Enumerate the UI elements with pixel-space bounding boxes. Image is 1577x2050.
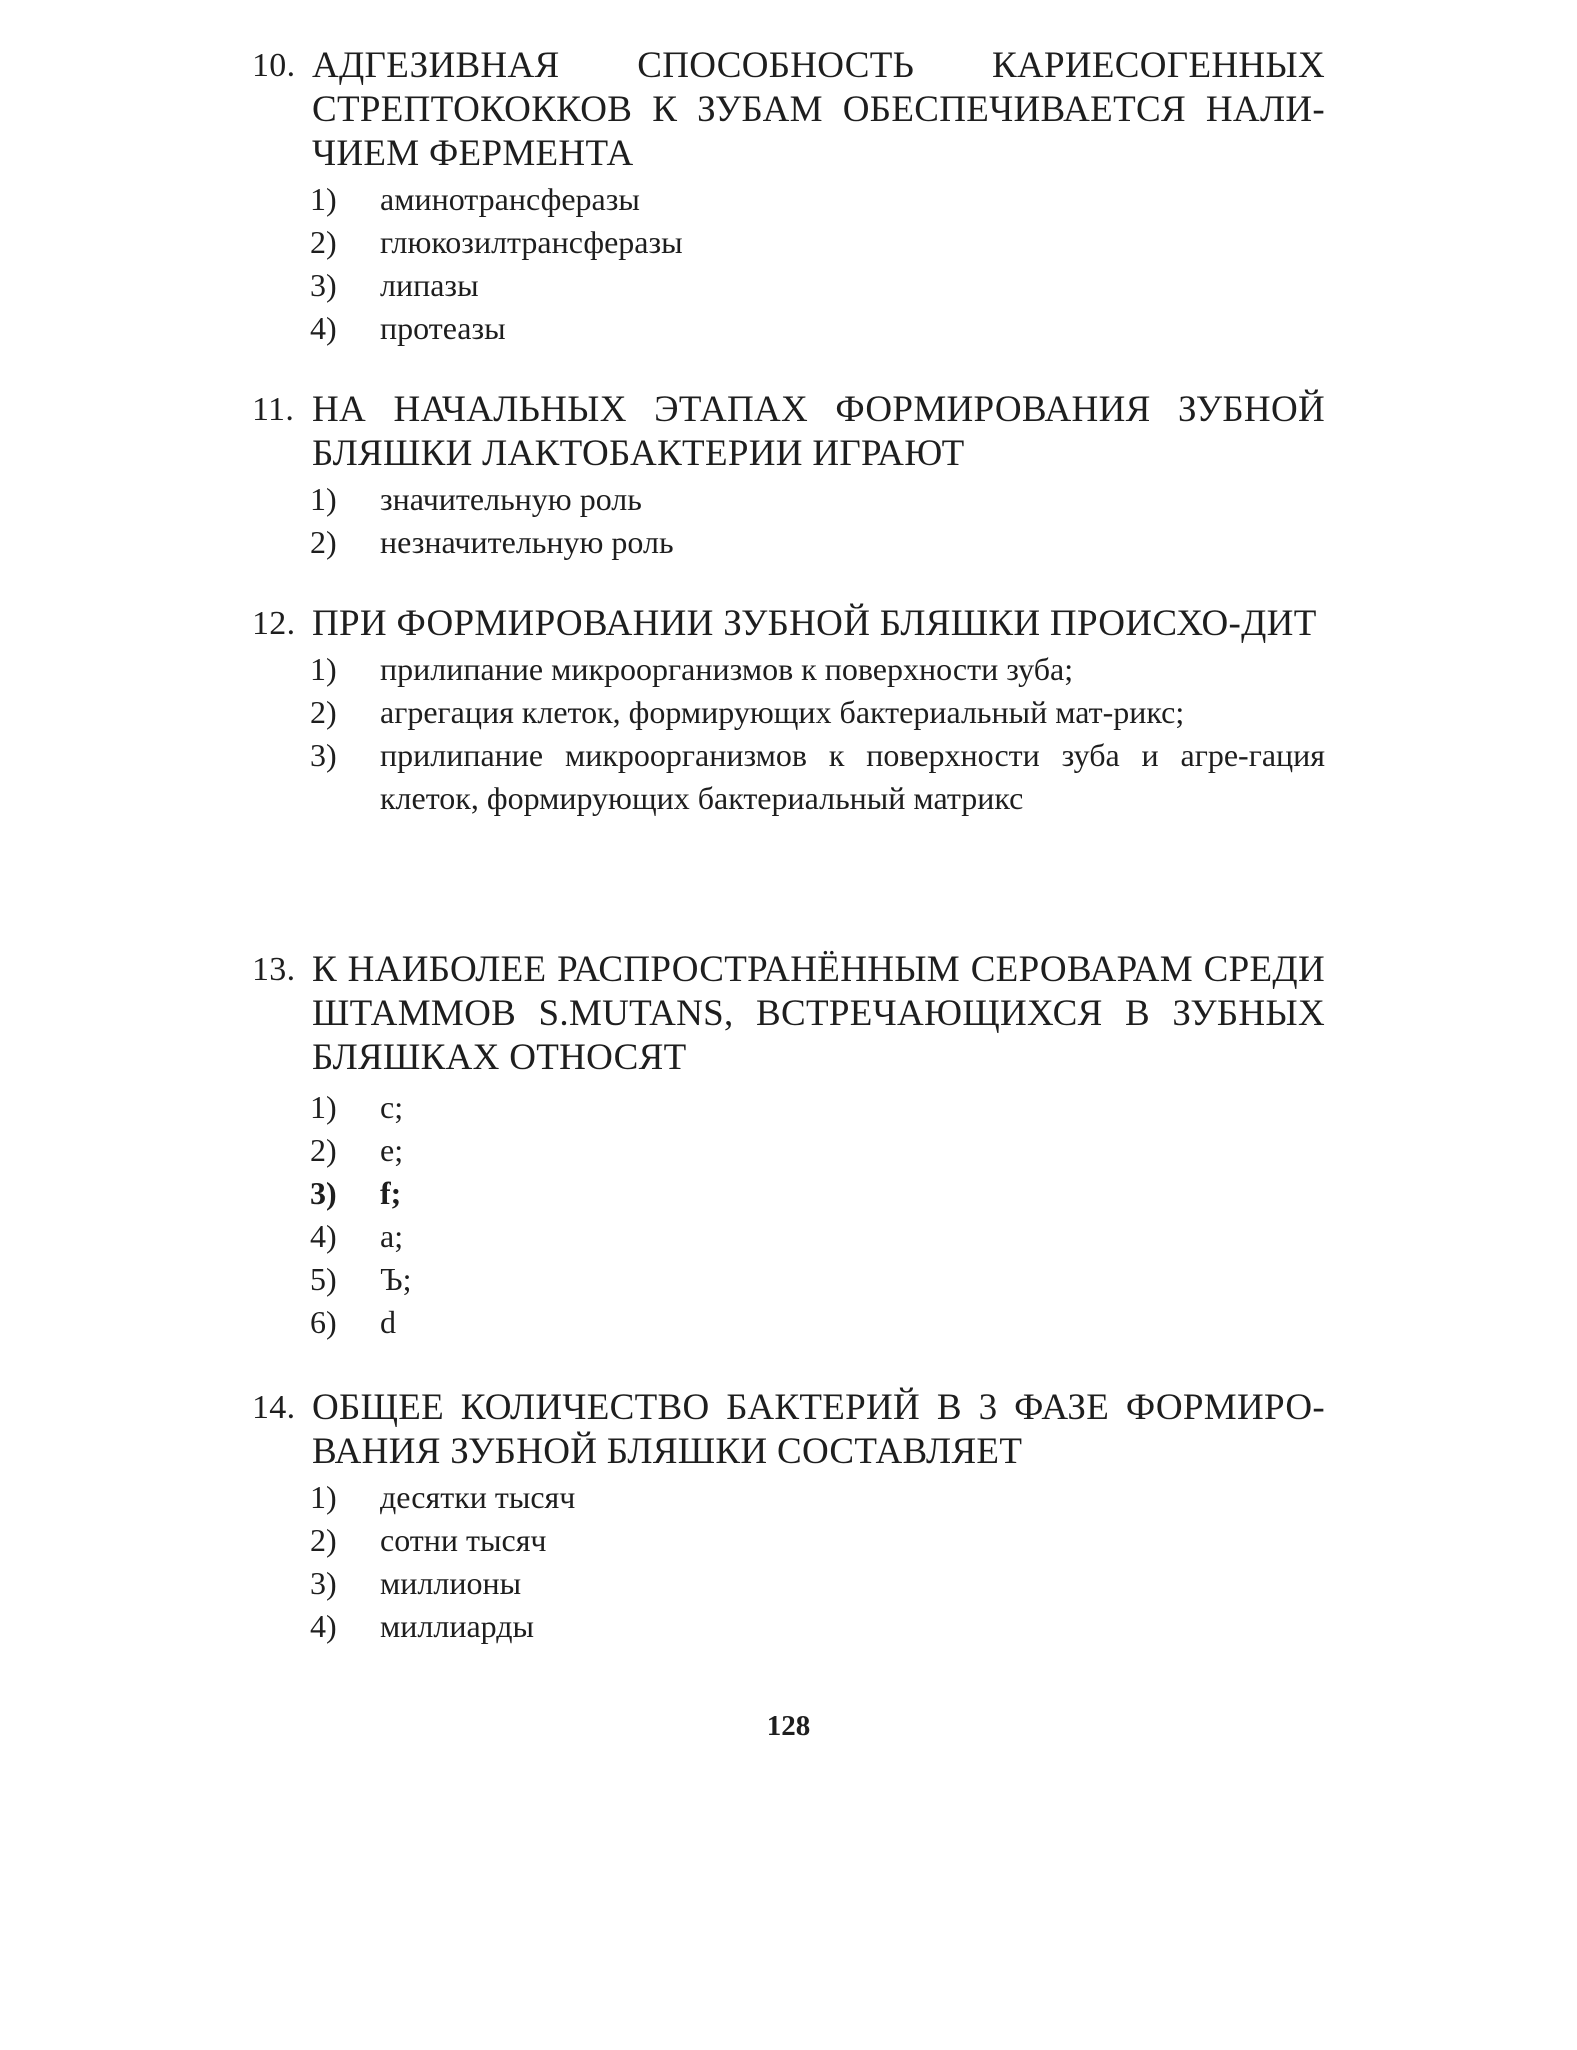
question-14 <box>252 1386 1325 1648</box>
question-10 <box>252 44 1325 350</box>
option-number: 1) <box>310 481 337 517</box>
answer-option <box>252 691 1325 734</box>
answer-option <box>252 478 1325 521</box>
option-text: d <box>380 1304 396 1340</box>
option-number: 1) <box>310 1089 337 1125</box>
option-number: 3) <box>310 1565 337 1601</box>
option-text: агрегация клеток, формирующих бактериальный мат-рикс; <box>380 694 1185 730</box>
question-text <box>252 44 1325 176</box>
option-number: 4) <box>310 1218 337 1254</box>
option-number: 5) <box>310 1261 337 1297</box>
option-number: 1) <box>310 651 337 687</box>
option-text: f; <box>380 1175 402 1211</box>
option-number: 6) <box>310 1304 337 1340</box>
option-number: 2) <box>310 1132 337 1168</box>
answer-option <box>252 521 1325 564</box>
option-text: глюкозилтрансферазы <box>380 224 683 260</box>
answer-option <box>252 1301 1325 1344</box>
answer-option <box>252 1519 1325 1562</box>
option-text: e; <box>380 1132 404 1168</box>
question-number: 11. <box>252 391 295 428</box>
question-12 <box>252 602 1325 820</box>
question-text <box>252 1386 1325 1474</box>
option-text: липазы <box>380 267 479 303</box>
option-number: 2) <box>310 224 337 260</box>
answer-options <box>252 1476 1325 1648</box>
option-number: 1) <box>310 1479 337 1515</box>
option-number: 2) <box>310 1522 337 1558</box>
answer-option <box>252 1562 1325 1605</box>
option-text: незначительную роль <box>380 524 674 560</box>
option-text: значительную роль <box>380 481 642 517</box>
answer-option <box>252 1086 1325 1129</box>
option-text: Ъ; <box>380 1261 412 1297</box>
question-11 <box>252 388 1325 564</box>
option-text: аминотрансферазы <box>380 181 640 217</box>
answer-option <box>252 1129 1325 1172</box>
option-text: сотни тысяч <box>380 1522 547 1558</box>
question-stem: НА НАЧАЛЬНЫХ ЭТАПАХ ФОРМИРОВАНИЯ ЗУБНОЙ БЛЯШКИ ЛАКТОБАКТЕРИИ ИГРАЮТ <box>312 389 1325 474</box>
question-stem: АДГЕЗИВНАЯ СПОСОБНОСТЬ КАРИЕСОГЕННЫХ СТРЕПТОКОККОВ К ЗУБАМ ОБЕСПЕЧИВАЕТСЯ НАЛИ-ЧИЕМ ФЕРМЕНТА <box>312 45 1325 174</box>
option-number: 2) <box>310 694 337 730</box>
option-text: прилипание микроорганизмов к поверхности зуба; <box>380 651 1074 687</box>
question-text <box>252 948 1325 1080</box>
answer-option <box>252 734 1325 820</box>
option-text: a; <box>380 1218 404 1254</box>
question-number: 10. <box>252 47 296 84</box>
answer-options <box>252 1086 1325 1344</box>
option-text: протеазы <box>380 310 506 346</box>
answer-option <box>252 221 1325 264</box>
answer-option <box>252 648 1325 691</box>
question-number: 13. <box>252 951 296 988</box>
question-stem: ПРИ ФОРМИРОВАНИИ ЗУБНОЙ БЛЯШКИ ПРОИСХО-ДИТ <box>312 603 1317 644</box>
option-text: c; <box>380 1089 404 1125</box>
option-number: 3) <box>310 267 337 303</box>
option-number: 4) <box>310 1608 337 1644</box>
question-number: 14. <box>252 1389 296 1426</box>
question-text <box>252 388 1325 476</box>
answer-option <box>252 178 1325 221</box>
answer-options <box>252 178 1325 350</box>
option-number: 3) <box>310 1175 337 1211</box>
answer-option <box>252 1258 1325 1301</box>
answer-option <box>252 1215 1325 1258</box>
option-number: 2) <box>310 524 337 560</box>
answer-option-correct <box>252 1172 1325 1215</box>
question-stem: К НАИБОЛЕЕ РАСПРОСТРАНЁННЫМ СЕРОВАРАМ СРЕДИ ШТАММОВ S.MUTANS, ВСТРЕЧАЮЩИХСЯ В ЗУБНЫХ БЛЯШКАХ ОТНОСЯТ <box>312 949 1325 1078</box>
answer-option <box>252 1476 1325 1519</box>
question-number: 12. <box>252 605 296 642</box>
answer-option <box>252 307 1325 350</box>
answer-option <box>252 1605 1325 1648</box>
option-text: прилипание микроорганизмов к поверхности зуба и агре-гация клеток, формирующих бактериальный матрикс <box>380 737 1325 816</box>
option-number: 1) <box>310 181 337 217</box>
option-text: миллиарды <box>380 1608 534 1644</box>
option-number: 4) <box>310 310 337 346</box>
option-text: миллионы <box>380 1565 522 1601</box>
option-text: десятки тысяч <box>380 1479 576 1515</box>
question-13 <box>252 948 1325 1344</box>
answer-options <box>252 478 1325 564</box>
option-number: 3) <box>310 737 337 773</box>
page-number: 128 <box>766 1710 811 1742</box>
question-text <box>252 602 1325 646</box>
question-stem: ОБЩЕЕ КОЛИЧЕСТВО БАКТЕРИЙ В 3 ФАЗЕ ФОРМИРО-ВАНИЯ ЗУБНОЙ БЛЯШКИ СОСТАВЛЯЕТ <box>312 1387 1325 1472</box>
answer-options <box>252 648 1325 820</box>
answer-option <box>252 264 1325 307</box>
